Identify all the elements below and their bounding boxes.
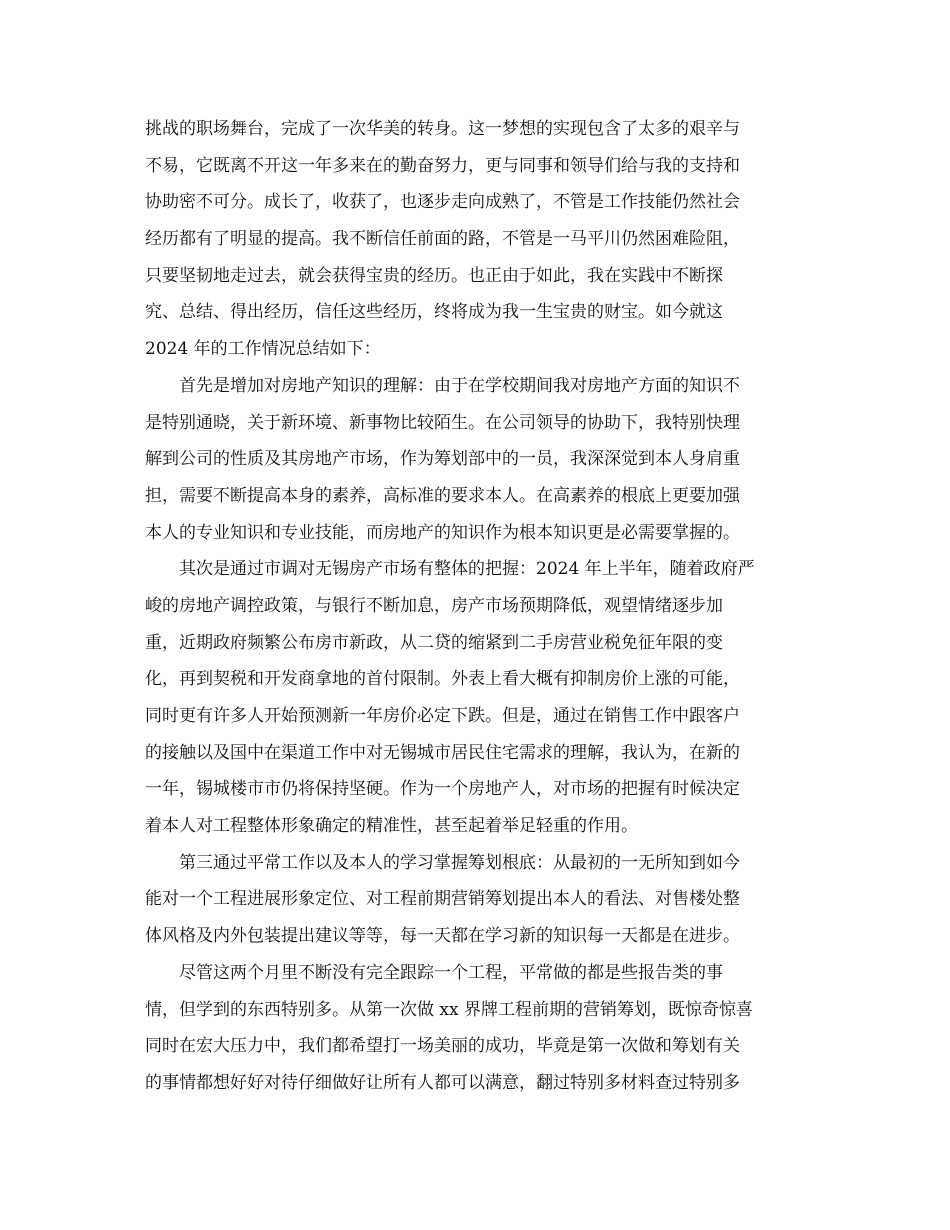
text-line: 化，再到契税和开发商拿地的首付限制。外表上看大概有抑制房价上涨的可能， bbox=[145, 669, 740, 690]
text-line: 重，近期政府频繁公布房市新政，从二贷的缩紧到二手房营业税免征年限的变 bbox=[145, 632, 723, 653]
text-line: 的接触以及国中在渠道工作中对无锡城市居民住宅需求的理解，我认为，在新的 bbox=[145, 742, 740, 763]
text-line: 一年，锡城楼市市仍将保持坚硬。作为一个房地产人，对市场的把握有时候决定 bbox=[145, 779, 740, 800]
text-line: 峻的房地产调控政策，与银行不断加息，房产市场预期降低，观望情绪逐步加 bbox=[145, 595, 723, 616]
text-line: 情，但学到的东西特别多。从第一次做 xx 界牌工程前期的营销筹划，既惊奇惊喜 bbox=[145, 999, 753, 1020]
text-line: 2024 年的工作情况总结如下： bbox=[145, 339, 381, 360]
text-line: 不易，它既离不开这一年多来在的勤奋努力，更与同事和领导们给与我的支持和 bbox=[145, 155, 740, 176]
text-line: 的事情都想好好对待仔细做好让所有人都可以满意，翻过特别多材料查过特别多 bbox=[145, 1072, 740, 1093]
text-line: 能对一个工程进展形象定位、对工程前期营销筹划提出本人的看法、对售楼处整 bbox=[145, 889, 740, 910]
text-line: 经历都有了明显的提高。我不断信任前面的路，不管是一马平川仍然困难险阻， bbox=[145, 229, 740, 250]
text-line: 挑战的职场舞台，完成了一次华美的转身。这一梦想的实现包含了太多的艰辛与 bbox=[145, 119, 740, 139]
text-line: 是特别通晓，关于新环境、新事物比较陌生。在公司领导的协助下，我特别快理 bbox=[145, 412, 740, 433]
document-body bbox=[145, 111, 805, 1102]
text-line: 本人的专业知识和专业技能，而房地产的知识作为根本知识更是必需要掌握的。 bbox=[145, 522, 740, 543]
text-line: 担，需要不断提高本身的素养，高标准的要求本人。在高素养的根底上更要加强 bbox=[145, 485, 740, 506]
text-line: 究、总结、得出经历，信任这些经历，终将成为我一生宝贵的财宝。如今就这 bbox=[145, 302, 723, 323]
text-line: 同时更有许多人开始预测新一年房价必定下跌。但是，通过在销售工作中跟客户 bbox=[145, 706, 740, 726]
paragraph-start-line: 尽管这两个月里不断没有完全跟踪一个工程，平常做的都是些报告类的事 bbox=[179, 962, 723, 983]
text-line: 只要坚韧地走过去，就会获得宝贵的经历。也正由于如此，我在实践中不断探 bbox=[145, 265, 723, 286]
paragraph-start-line: 首先是增加对房地产知识的理解：由于在学校期间我对房地产方面的知识不 bbox=[179, 375, 740, 396]
text-line: 解到公司的性质及其房地产市场，作为筹划部中的一员，我深深觉到本人身肩重 bbox=[145, 449, 740, 470]
text-line: 体风格及内外包装提出建议等等，每一天都在学习新的知识每一天都是在进步。 bbox=[145, 926, 740, 947]
paragraph-start-line: 其次是通过市调对无锡房产市场有整体的把握：2024 年上半年，随着政府严 bbox=[179, 559, 755, 580]
paragraph-start-line: 第三通过平常工作以及本人的学习掌握筹划根底：从最初的一无所知到如今 bbox=[179, 852, 740, 873]
text-line: 同时在宏大压力中，我们都希望打一场美丽的成功，毕竟是第一次做和筹划有关 bbox=[145, 1036, 740, 1057]
text-line: 协助密不可分。成长了，收获了，也逐步走向成熟了，不管是工作技能仍然社会 bbox=[145, 192, 740, 213]
text-line: 着本人对工程整体形象确定的精准性，甚至起着举足轻重的作用。 bbox=[145, 816, 638, 837]
